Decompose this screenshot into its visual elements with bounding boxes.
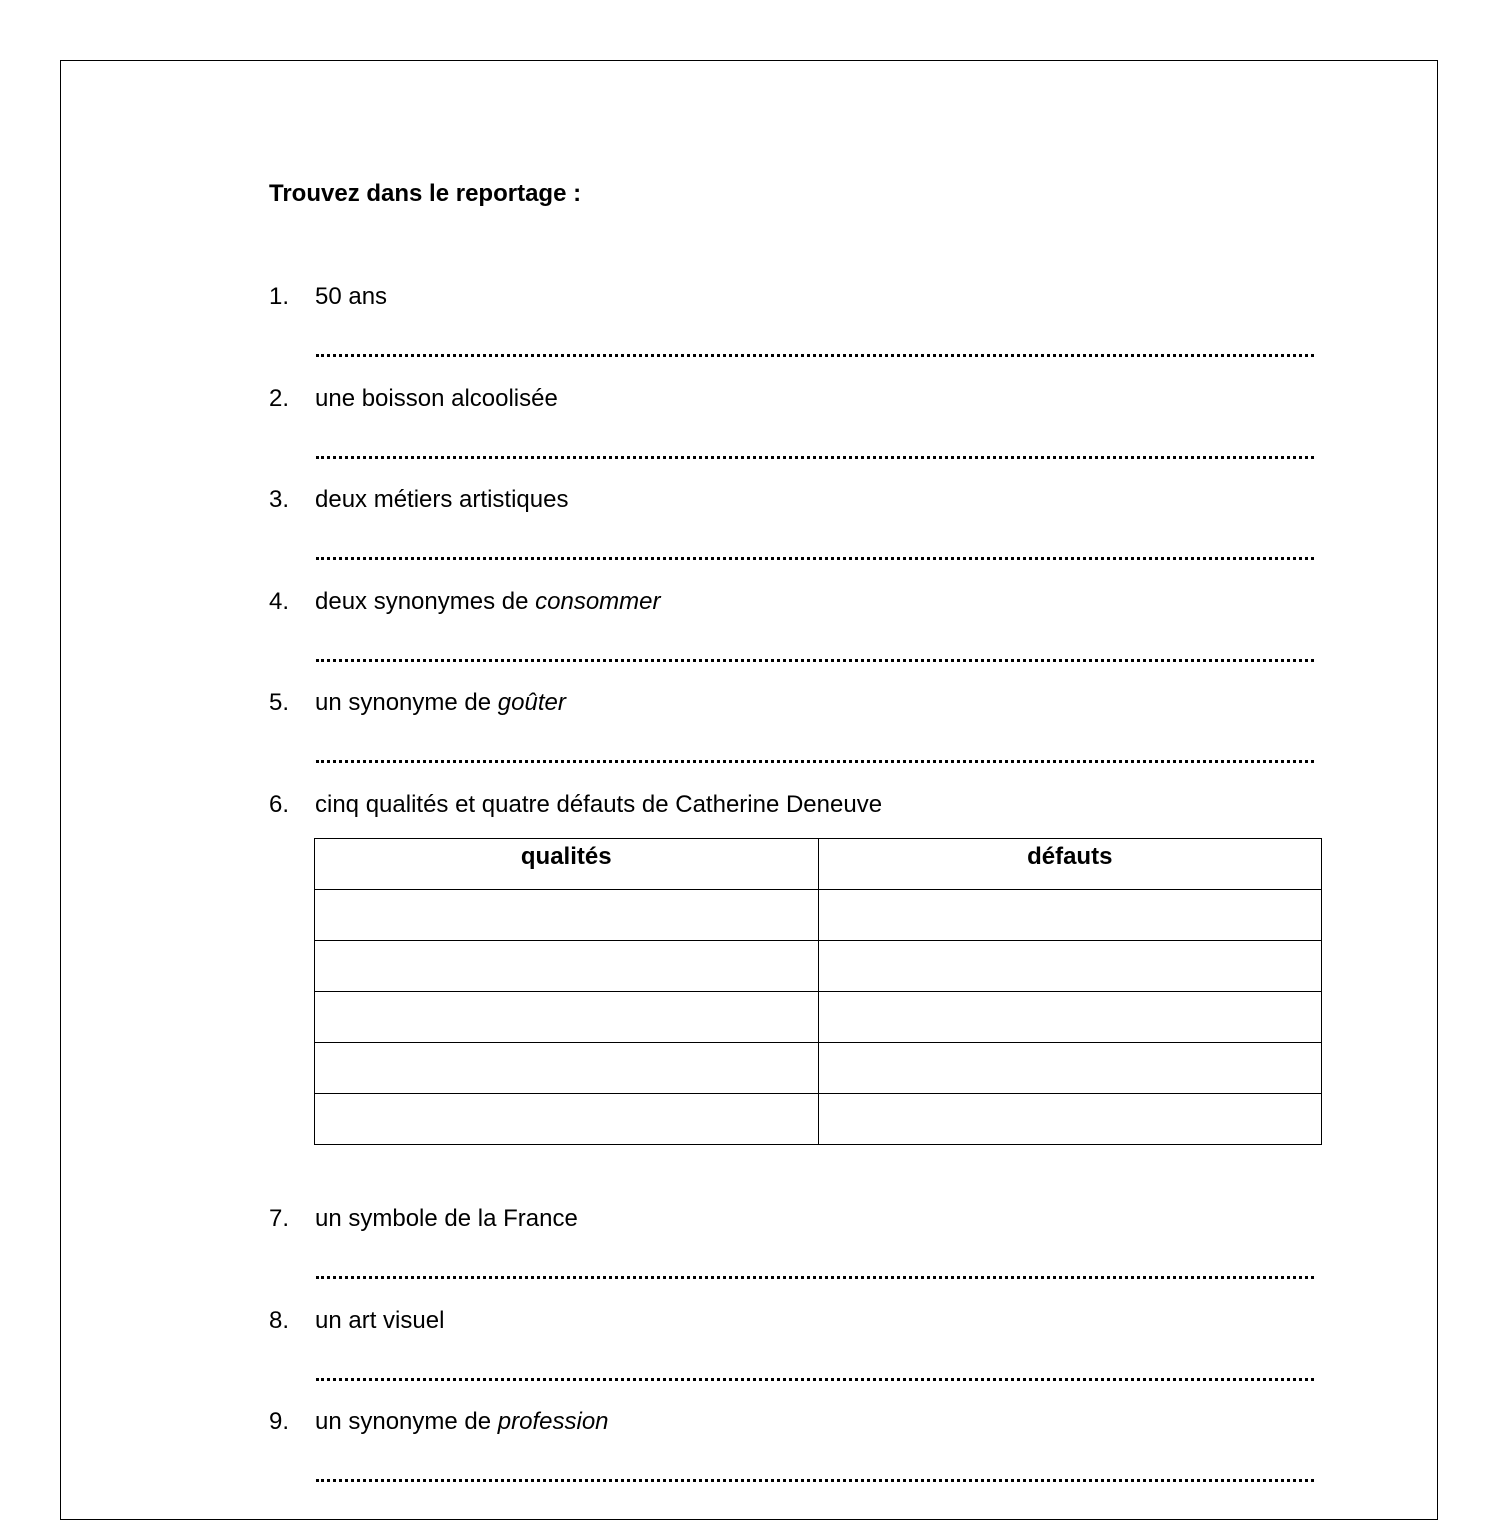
answer-line-9[interactable] — [316, 1479, 1314, 1482]
question-number: 9. — [269, 1408, 290, 1435]
question-text: un symbole de la France — [315, 1205, 578, 1232]
answer-line-7[interactable] — [316, 1276, 1314, 1279]
question-text: deux synonymes de consommer — [315, 588, 661, 615]
worksheet-heading: Trouvez dans le reportage : — [269, 180, 582, 207]
question-text: cinq qualités et quatre défauts de Catherine Deneuve — [315, 791, 883, 818]
question-text: un art visuel — [315, 1307, 445, 1334]
question-text: 50 ans — [315, 283, 388, 310]
table-cell[interactable] — [315, 890, 819, 941]
table-row — [315, 941, 1322, 992]
answer-line-8[interactable] — [316, 1378, 1314, 1381]
answer-line-4[interactable] — [316, 659, 1314, 662]
answer-line-3[interactable] — [316, 557, 1314, 560]
question-text: un synonyme de goûter — [315, 689, 566, 716]
column-header-qualites: qualités — [315, 839, 819, 890]
question-number: 4. — [269, 588, 290, 615]
table-cell[interactable] — [818, 941, 1322, 992]
question-number: 3. — [269, 486, 290, 513]
table-cell[interactable] — [818, 890, 1322, 941]
table-cell[interactable] — [818, 992, 1322, 1043]
page-frame — [60, 60, 1438, 1520]
answer-line-5[interactable] — [316, 760, 1314, 763]
question-number: 2. — [269, 385, 290, 412]
question-text: une boisson alcoolisée — [315, 385, 558, 412]
table-cell[interactable] — [315, 1094, 819, 1145]
question-text: un synonyme de profession — [315, 1408, 609, 1435]
table-cell[interactable] — [818, 1043, 1322, 1094]
column-header-defauts: défauts — [818, 839, 1322, 890]
qualities-defects-table — [314, 838, 1322, 1145]
table-cell[interactable] — [315, 992, 819, 1043]
table-cell[interactable] — [315, 941, 819, 992]
table-row — [315, 992, 1322, 1043]
question-number: 5. — [269, 689, 290, 716]
question-number: 6. — [269, 791, 290, 818]
question-number: 1. — [269, 283, 290, 310]
question-number: 8. — [269, 1307, 290, 1334]
table-row — [315, 1043, 1322, 1094]
answer-line-2[interactable] — [316, 456, 1314, 459]
table-header-row — [315, 839, 1322, 890]
question-text: deux métiers artistiques — [315, 486, 569, 513]
table-cell[interactable] — [315, 1043, 819, 1094]
answer-line-1[interactable] — [316, 354, 1314, 357]
table-row — [315, 1094, 1322, 1145]
table-cell[interactable] — [818, 1094, 1322, 1145]
question-number: 7. — [269, 1205, 290, 1232]
table-row — [315, 890, 1322, 941]
